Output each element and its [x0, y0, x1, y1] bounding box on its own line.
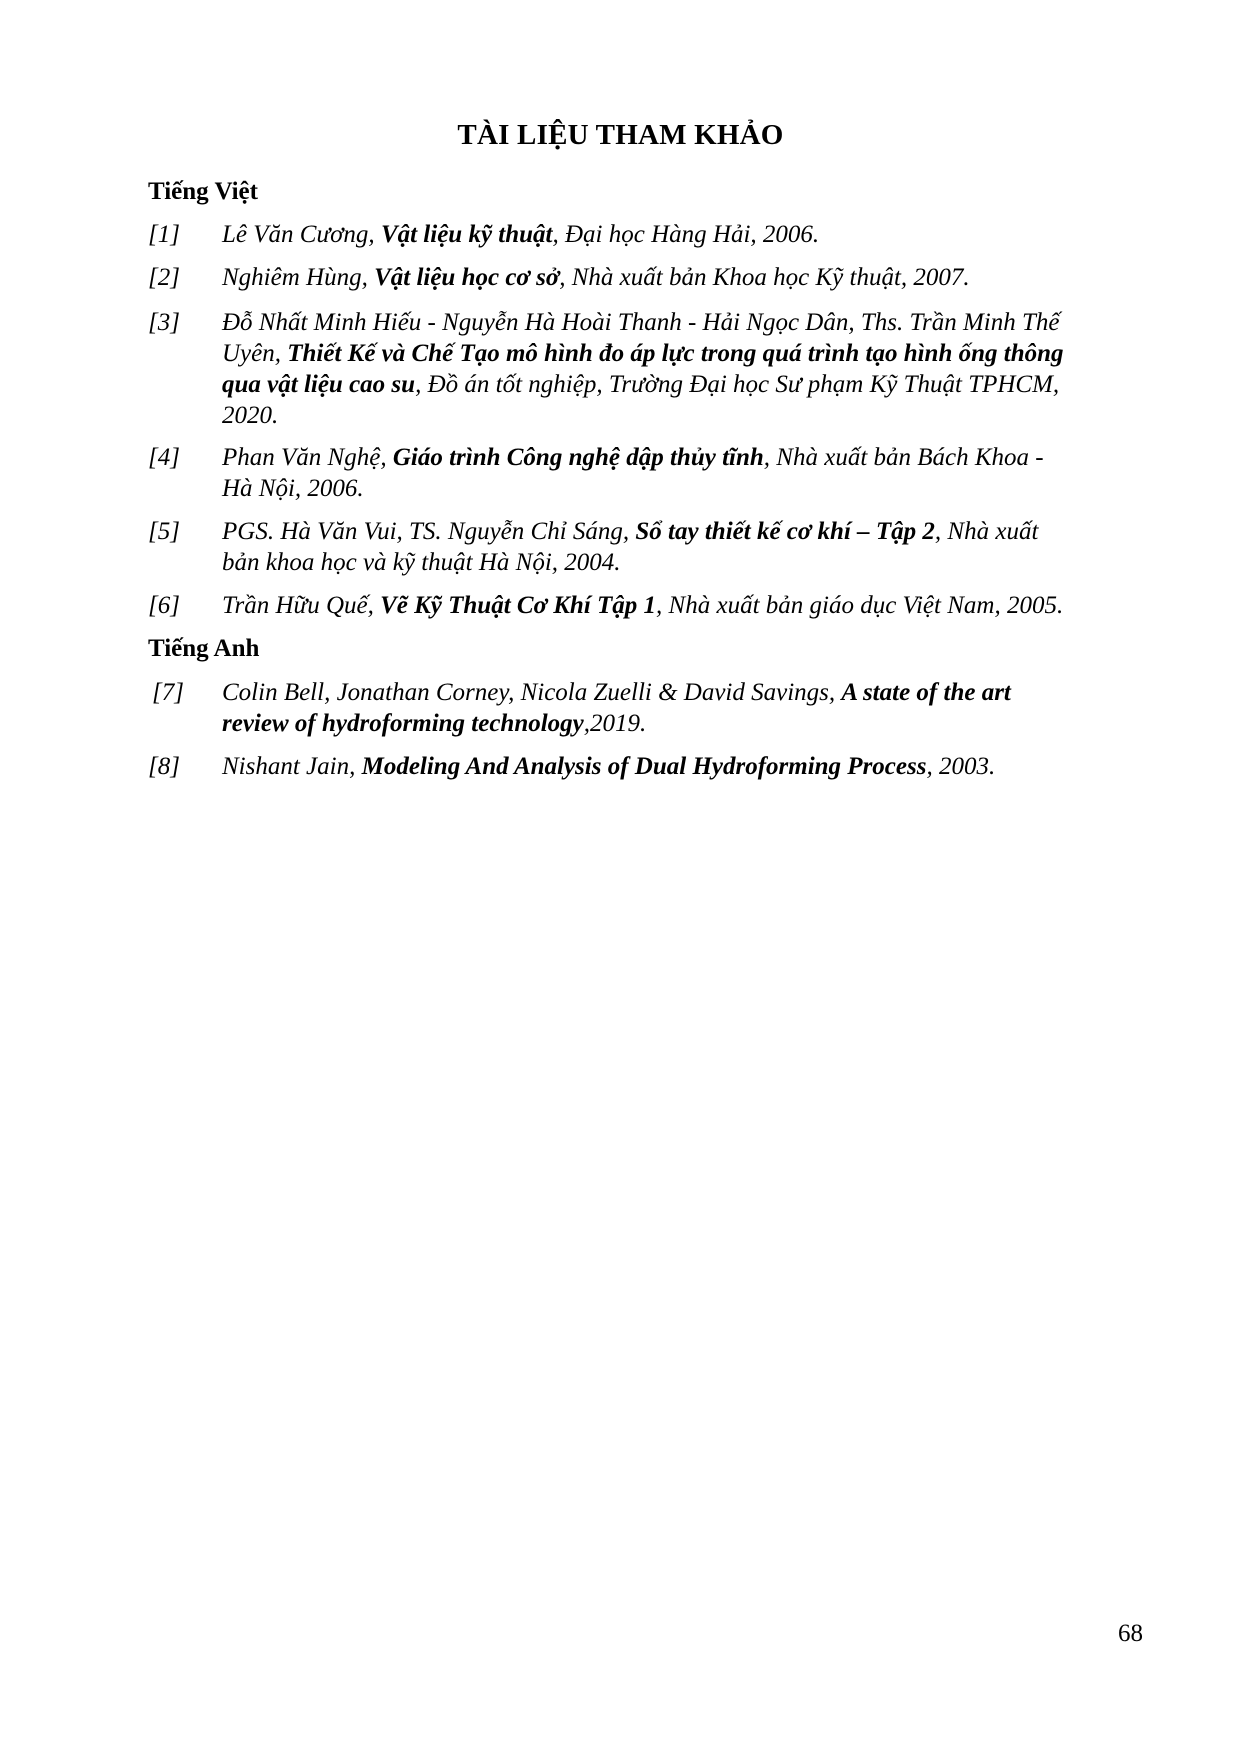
reference-title-run: Vẽ Kỹ Thuật Cơ Khí Tập 1: [380, 592, 657, 619]
reference-line: [222, 547, 1222, 578]
reference-line: [222, 400, 1222, 431]
reference-text-run: , Nhà xuất bản giáo dục Việt Nam, 2005.: [656, 592, 1064, 619]
reference-text-run: , Đại học Hàng Hải, 2006.: [552, 221, 820, 248]
reference-title-run: A state of the art: [841, 679, 1011, 706]
reference-text-run: , Nhà xuất bản Khoa học Kỹ thuật, 2007.: [559, 264, 970, 291]
reference-number: [3]: [148, 309, 180, 336]
reference-title-run: Sổ tay thiết kế cơ khí – Tập 2: [635, 518, 935, 545]
reference-text-run: Colin Bell, Jonathan Corney, Nicola Zuelli & David Savings,: [222, 679, 842, 706]
reference-line: [222, 516, 1222, 547]
reference-text-run: bản khoa học và kỹ thuật Hà Nội, 2004.: [222, 549, 621, 576]
reference-text: [222, 751, 1222, 782]
reference-number: [5]: [148, 518, 180, 545]
reference-text-run: 2020.: [222, 402, 279, 429]
reference-title-run: Thiết Kế và Chế Tạo mô hình đo áp lực trong quá trình tạo hình ống thông: [287, 340, 1064, 367]
page-number: 68: [1118, 1620, 1143, 1647]
reference-text: [222, 442, 1222, 504]
reference-title-run: Vật liệu kỹ thuật: [380, 221, 553, 248]
reference-line: [222, 369, 1222, 400]
reference-number: [7]: [152, 679, 184, 706]
reference-title-run: Vật liệu học cơ sở: [374, 264, 560, 291]
reference-title-run: Giáo trình Công nghệ dập thủy tĩnh: [392, 444, 764, 471]
reference-text-run: , 2003.: [926, 753, 996, 780]
section-heading-english: Tiếng Anh: [148, 635, 260, 662]
reference-text-run: Đỗ Nhất Minh Hiếu - Nguyễn Hà Hoài Thanh - Hải Ngọc Dân, Ths. Trần Minh Thế: [222, 309, 1060, 336]
reference-text-run: Phan Văn Nghệ,: [222, 444, 393, 471]
reference-line: [222, 442, 1222, 473]
reference-title-run: review of hydroforming technology: [222, 710, 584, 737]
reference-text: [222, 590, 1222, 621]
reference-text: [222, 677, 1222, 739]
reference-text-run: Uyên,: [222, 340, 288, 367]
reference-line: [222, 473, 1222, 504]
reference-line: [222, 677, 1222, 708]
reference-line: [222, 219, 1222, 250]
reference-number: [8]: [148, 753, 180, 780]
reference-text: [222, 219, 1222, 250]
reference-number: [1]: [148, 221, 180, 248]
reference-title-run: qua vật liệu cao su: [222, 371, 416, 398]
reference-line: [222, 708, 1222, 739]
reference-line: [222, 751, 1222, 782]
reference-line: [222, 307, 1222, 338]
reference-number: [4]: [148, 444, 180, 471]
reference-line: [222, 338, 1222, 369]
reference-text-run: Hà Nội, 2006.: [222, 475, 364, 502]
reference-text-run: Nghiêm Hùng,: [222, 264, 375, 291]
reference-text-run: , Đồ án tốt nghiệp, Trường Đại học Sư phạm Kỹ Thuật TPHCM,: [415, 371, 1060, 398]
reference-text: [222, 516, 1222, 578]
reference-text-run: Lê Văn Cương,: [222, 221, 381, 248]
reference-text-run: ,2019.: [583, 710, 647, 737]
reference-number: [2]: [148, 264, 180, 291]
reference-text-run: , Nhà xuất: [934, 518, 1039, 545]
reference-text: [222, 262, 1222, 293]
page-title: TÀI LIỆU THAM KHẢO: [457, 119, 784, 151]
reference-text: [222, 307, 1222, 431]
reference-line: [222, 590, 1222, 621]
reference-text-run: , Nhà xuất bản Bách Khoa -: [763, 444, 1044, 471]
reference-text-run: PGS. Hà Văn Vui, TS. Nguyễn Chỉ Sáng,: [222, 518, 636, 545]
reference-title-run: Modeling And Analysis of Dual Hydroforming Process: [361, 753, 927, 780]
reference-line: [222, 262, 1222, 293]
reference-text-run: Trần Hữu Quế,: [222, 592, 381, 619]
reference-text-run: Nishant Jain,: [222, 753, 362, 780]
reference-number: [6]: [148, 592, 180, 619]
section-heading-vietnamese: Tiếng Việt: [148, 178, 258, 205]
